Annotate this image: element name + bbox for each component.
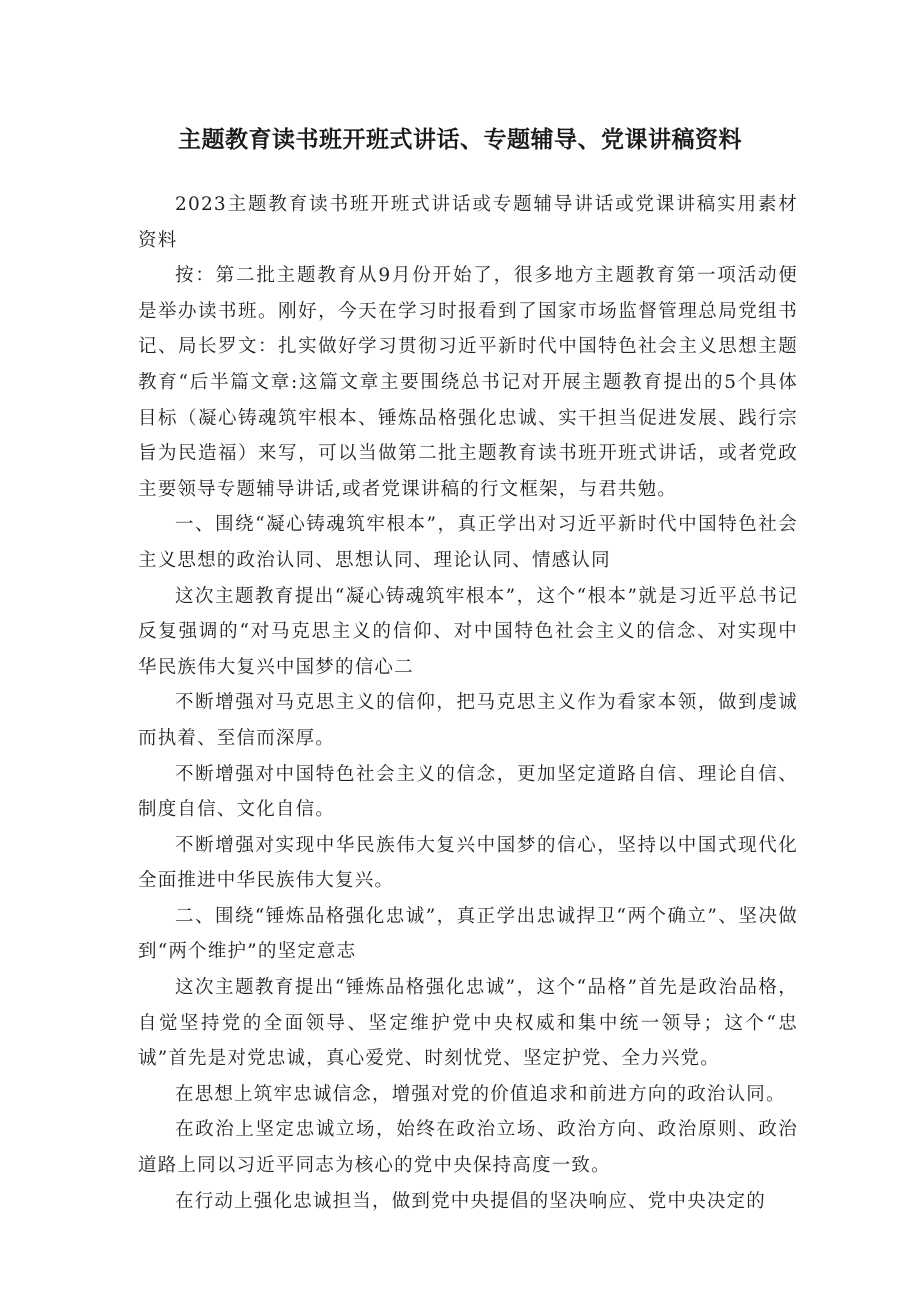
body-paragraph: 这次主题教育提出“凝心铸魂筑牢根本”，这个“根本”就是习近平总书记反复强调的“对马克思主义的信仰、对中国特色社会主义的信念、对实现中华民族伟大复兴中国梦的信心二 [138, 585, 798, 678]
body-paragraph: 在思想上筑牢忠诚信念，增强对党的价值追求和前进方向的政治认同。 [175, 1083, 786, 1105]
section-heading-2: 二、围绕“锤炼品格强化忠诚”，真正学出忠诚捍卫“两个确立”、坚决做到“两个维护”的坚定意志 [138, 905, 798, 963]
document-title: 主题教育读书班开班式讲话、专题辅导、党课讲稿资料 [178, 127, 742, 153]
body-paragraph: 不断增强对马克思主义的信仰，把马克思主义作为看家本领，做到虔诚而执着、至信而深厚。 [138, 692, 798, 749]
body-paragraph: 在行动上强化忠诚担当，做到党中央提倡的坚决响应、党中央决定的 [175, 1190, 767, 1212]
document-body [138, 187, 798, 1219]
section-heading-1: 一、围绕“凝心铸魂筑牢根本”，真正学出对习近平新时代中国特色社会主义思想的政治认同、思想认同、理论认同、情感认同 [138, 514, 798, 571]
subtitle-paragraph: 2023主题教育读书班开班式讲话或专题辅导讲话或党课讲稿实用素材资料 [138, 194, 798, 251]
note-paragraph: 按：第二批主题教育从9月份开始了，很多地方主题教育第一项活动便是举办读书班。刚好，今天在学习时报看到了国家市场监督管理总局党组书记、局长罗文：扎实做好学习贯彻习近平新时代中国特色社会主义思想主题教育“后半篇文章:这篇文章主要围绕总书记对开展主题教育提出的5个具体目标（凝心铸魂筑牢根本、锤炼品格强化忠诚、实干担当促进发展、践行宗旨为民造福）来写，可以当做第二批主题教育读书班开班式讲话，或者党政主要领导专题辅导讲话,或者党课讲稿的行文框架，与君共勉。 [138, 265, 798, 500]
body-paragraph: 不断增强对实现中华民族伟大复兴中国梦的信心，坚持以中国式现代化全面推进中华民族伟大复兴。 [138, 834, 798, 892]
body-paragraph: 这次主题教育提出“锤炼品格强化忠诚”，这个“品格”首先是政治品格，自觉坚持党的全面领导、坚定维护党中央权威和集中统一领导；这个“忠诚”首先是对党忠诚，真心爱党、时刻忧党、坚定护党、全力兴党。 [138, 977, 798, 1070]
body-paragraph: 不断增强对中国特色社会主义的信念，更加坚定道路自信、理论自信、制度自信、文化自信。 [138, 763, 798, 821]
body-paragraph: 在政治上坚定忠诚立场，始终在政治立场、政治方向、政治原则、政治道路上同以习近平同志为核心的党中央保持高度一致。 [138, 1119, 798, 1177]
